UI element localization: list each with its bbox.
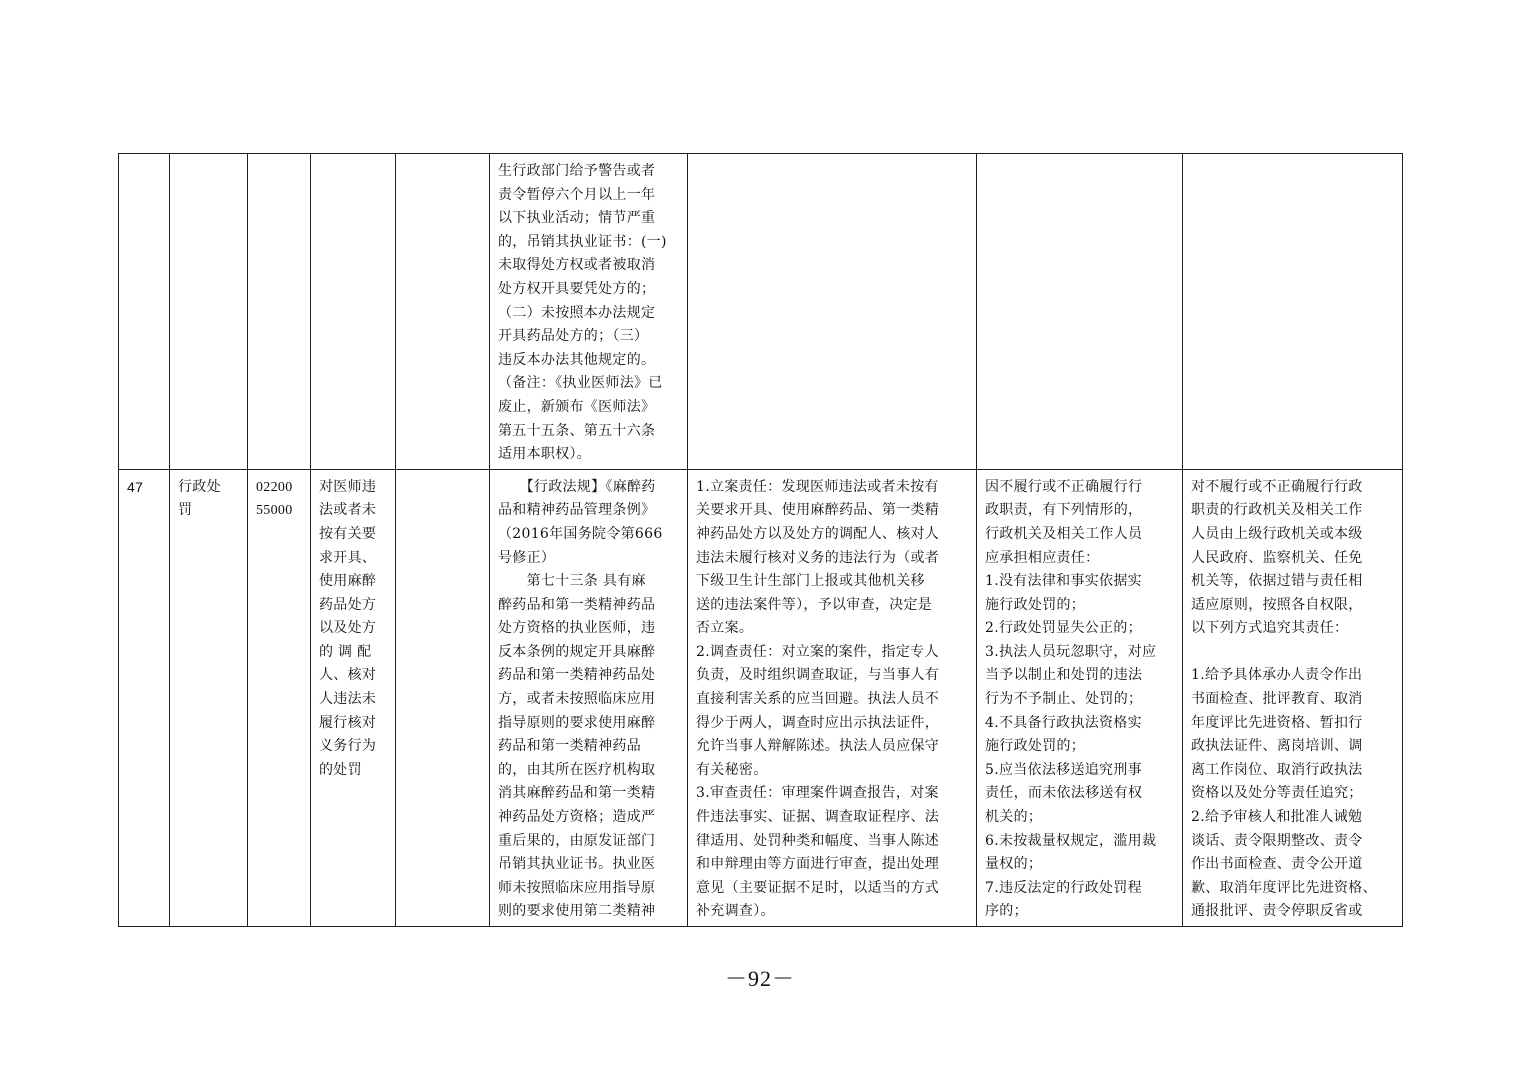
power-code-cell: 02200 55000 (248, 469, 311, 926)
row-number-cell: 47 (119, 469, 170, 926)
responsibility-cell: 1.立案责任：发现医师违法或者未按有 关要求开具、使用麻醉药品、第一类精 神药品处方以及处方的调配人、核对人 违法未履行核对义务的违法行为（或者 下级卫生计生部门上报或其他机关移 送的违法案件等），予以审查，决定是 否立案。 2.调查责任：对立案的案件，指定专人 负责，及时组织调查取证，与当事人有 直接利害关系的应当回避。执法人员不 得少于两人，调查时应出示执法证件， 允许当事人辩解陈述。执法人员应保守 有关秘密。 3.审查责任：审理案件调查报告，对案 件违法事实、证据、调查取证程序、法 律适用、处罚种类和幅度、当事人陈述 和申辩理由等方面进行审查，提出处理 意见（主要证据不足时，以适当的方式 补充调查）。 (688, 469, 977, 926)
item-name-cell: 对医师违 法或者未 按有关要 求开具、 使用麻醉 药品处方 以及处方 的 调 配 人、核对 人违法未 履行核对 义务行为 的处罚 (311, 469, 396, 926)
item-name-cell (311, 154, 396, 470)
accountability-circumstances-cell: 因不履行或不正确履行行 政职责，有下列情形的， 行政机关及相关工作人员 应承担相应责任： 1.没有法律和事实依据实 施行政处罚的； 2.行政处罚显失公正的； 3.执法人员玩忽职守，对应 当予以制止和处罚的违法 行为不予制止、处罚的； 4.不具备行政执法资格实 施行政处罚的； 5.应当依法移送追究刑事 责任，而未依法移送有权 机关的； 6.未按裁量权规定，滥用裁 量权的； 7.违反法定的行政处罚程 序的； (977, 469, 1183, 926)
accountability-methods-cell: 对不履行或不正确履行行政 职责的行政机关及相关工作 人员由上级行政机关或本级 人民政府、监察机关、任免 机关等，依据过错与责任相 适应原则，按照各自权限， 以下列方式追究其责任： 1.给予具体承办人责令作出 书面检查、批评教育、取消 年度评比先进资格、暂扣行 政执法证件、离岗培训、调 离工作岗位、取消行政执法 资格以及处分等责任追究； 2.给予审核人和批准人诫勉 谈话、责令限期整改、责令 作出书面检查、责令公开道 歉、取消年度评比先进资格、 通报批评、责令停职反省或 (1183, 469, 1403, 926)
accountability-methods-cell (1183, 154, 1403, 470)
table-row (119, 154, 1403, 470)
row-number-cell (119, 154, 170, 470)
sub-item-cell (396, 469, 490, 926)
power-code-cell (248, 154, 311, 470)
legal-basis-cell: 【行政法规】《麻醉药 品和精神药品管理条例》 （2016年国务院令第666 号修正） 第七十三条 具有麻 醉药品和第一类精神药品 处方资格的执业医师，违 反本条例的规定开具麻醉 药品和第一类精神药品处 方，或者未按照临床应用 指导原则的要求使用麻醉 药品和第一类精神药品 的，由其所在医疗机构取 消其麻醉药品和第一类精 神药品处方资格；造成严 重后果的，由原发证部门 吊销其执业证书。执业医 师未按照临床应用指导原 则的要求使用第二类精神 (490, 469, 688, 926)
responsibility-cell (688, 154, 977, 470)
table-row (119, 469, 1403, 926)
power-type-cell (170, 154, 248, 470)
power-type-cell: 行政处 罚 (170, 469, 248, 926)
page-number: －92－ (724, 966, 795, 991)
legal-basis-cell: 生行政部门给予警告或者 责令暂停六个月以上一年 以下执业活动；情节严重 的，吊销其执业证书：(一) 未取得处方权或者被取消 处方权开具要凭处方的； （二）未按照本办法规定 开具药品处方的；（三） 违反本办法其他规定的。 （备注：《执业医师法》已 废止，新颁布《医师法》 第五十五条、第五十六条 适用本职权）。 (490, 154, 688, 470)
authority-table (118, 153, 1403, 927)
accountability-circumstances-cell (977, 154, 1183, 470)
sub-item-cell (396, 154, 490, 470)
